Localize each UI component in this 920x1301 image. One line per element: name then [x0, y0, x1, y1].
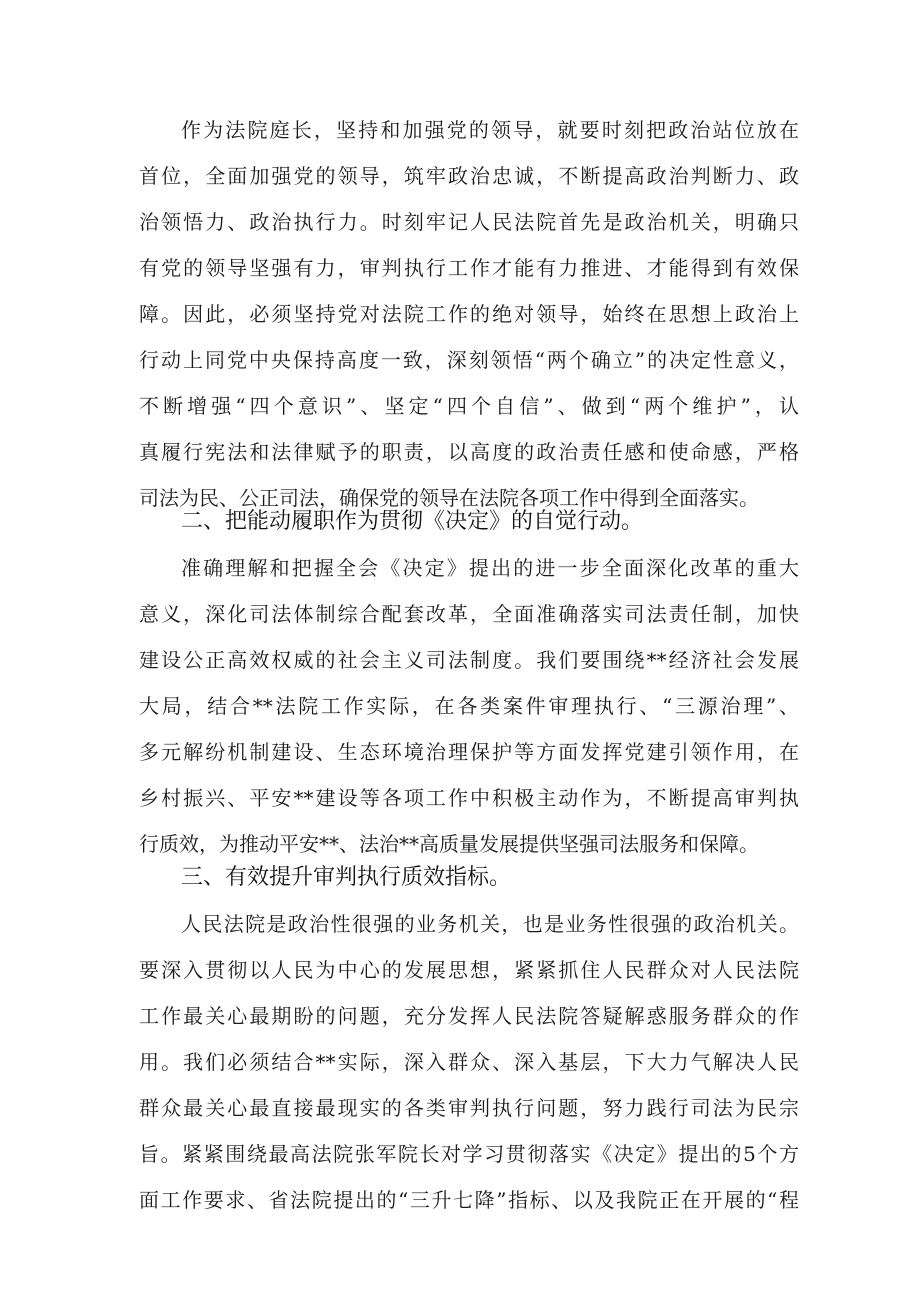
paragraph-line: 面工作要求、省法院提出的“三升七降”指标、以及我院正在开展的“程 — [139, 1188, 799, 1212]
paragraph-line: 行质效，为推动平安**、法治**高质量发展提供坚强司法服务和保障。 — [139, 832, 759, 856]
paragraph-line: 不断增强“四个意识”、坚定“四个自信”、做到“两个维护”，认 — [139, 394, 799, 418]
paragraph-line: 行动上同党中央保持高度一致，深刻领悟“两个确立”的决定性意义， — [139, 348, 799, 372]
paragraph-line: 真履行宪法和法律赋予的职责，以高度的政治责任感和使命感，严格 — [139, 440, 799, 464]
section-heading-2: 二、把能动履职作为贯彻《决定》的自觉行动。 — [181, 509, 644, 534]
paragraph-line: 用。我们必须结合**实际，深入群众、深入基层，下大力气解决人民 — [139, 1050, 799, 1074]
paragraph-line: 意义，深化司法体制综合配套改革，全面准确落实司法责任制，加快 — [139, 602, 799, 626]
paragraph-line: 准确理解和把握全会《决定》提出的进一步全面深化改革的重大 — [181, 556, 799, 580]
paragraph-line: 有党的领导坚强有力，审判执行工作才能有力推进、才能得到有效保 — [139, 256, 799, 280]
paragraph-line: 首位，全面加强党的领导，筑牢政治忠诚，不断提高政治判断力、政 — [139, 164, 799, 188]
paragraph-line: 多元解纷机制建设、生态环境治理保护等方面发挥党建引领作用，在 — [139, 740, 799, 764]
paragraph-line: 大局，结合**法院工作实际，在各类案件审理执行、“三源治理”、 — [139, 694, 799, 718]
paragraph-line: 旨。紧紧围绕最高法院张军院长对学习贯彻落实《决定》提出的5个方 — [139, 1142, 799, 1166]
paragraph-line: 建设公正高效权威的社会主义司法制度。我们要围绕**经济社会发展 — [139, 648, 799, 672]
paragraph-line: 工作最关心最期盼的问题，充分发挥人民法院答疑解惑服务群众的作 — [139, 1004, 799, 1028]
paragraph-line: 障。因此，必须坚持党对法院工作的绝对领导，始终在思想上政治上 — [139, 302, 799, 326]
paragraph-line: 人民法院是政治性很强的业务机关，也是业务性很强的政治机关。 — [181, 912, 799, 936]
paragraph-line: 乡村振兴、平安**建设等各项工作中积极主动作为，不断提高审判执 — [139, 786, 799, 810]
paragraph-line: 治领悟力、政治执行力。时刻牢记人民法院首先是政治机关，明确只 — [139, 210, 799, 234]
paragraph-line: 司法为民、公正司法，确保党的领导在法院各项工作中得到全面落实。 — [139, 486, 759, 510]
paragraph-line: 作为法院庭长，坚持和加强党的领导，就要时刻把政治站位放在 — [181, 118, 799, 142]
paragraph-line: 群众最关心最直接最现实的各类审判执行问题，努力践行司法为民宗 — [139, 1096, 799, 1120]
section-heading-3: 三、有效提升审判执行质效指标。 — [181, 865, 512, 890]
paragraph-line: 要深入贯彻以人民为中心的发展思想，紧紧抓住人民群众对人民法院 — [139, 958, 799, 982]
